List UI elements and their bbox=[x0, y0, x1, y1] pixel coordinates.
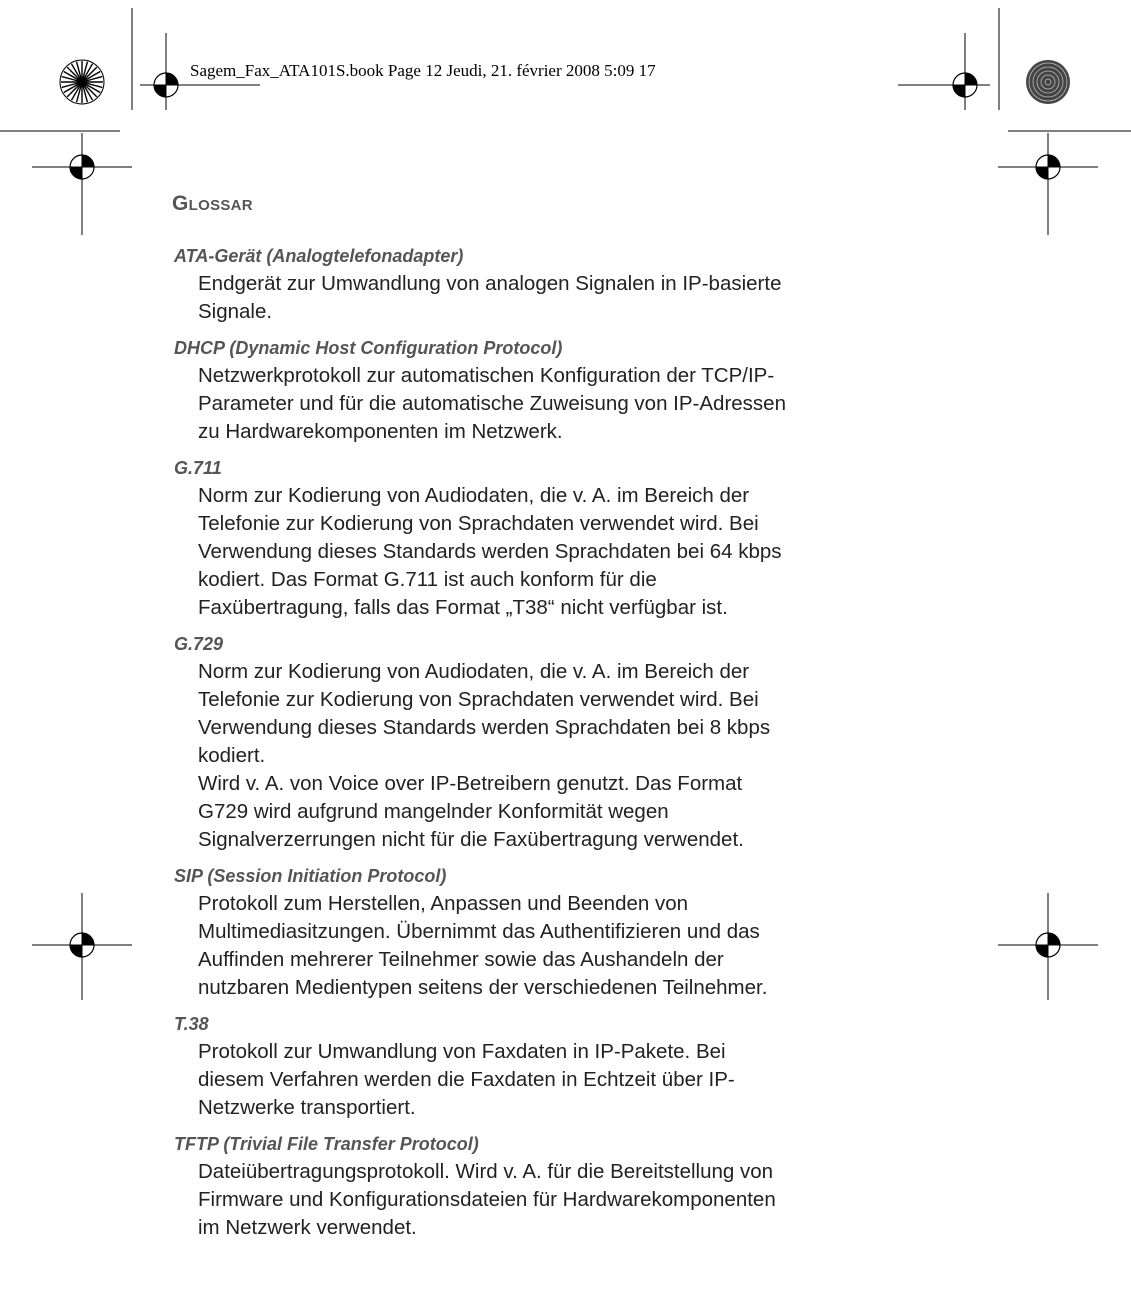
definition-line: kodiert. bbox=[198, 744, 266, 767]
definition-line: Verwendung dieses Standards werden Sprachdaten bei 64 kbps bbox=[198, 540, 782, 563]
definition-line: im Netzwerk verwendet. bbox=[198, 1216, 417, 1239]
definition-line: Verwendung dieses Standards werden Sprachdaten bei 8 kbps bbox=[198, 716, 771, 739]
definition-line: nutzbaren Medientypen seitens der verschiedenen Teilnehmer. bbox=[198, 976, 768, 999]
glossary-definition bbox=[198, 656, 954, 854]
definition-line: Multimediasitzungen. Übernimmt das Authentifizieren und das bbox=[198, 920, 760, 943]
glossary-term: SIP (Session Initiation Protocol) bbox=[174, 866, 447, 886]
glossary-list bbox=[174, 244, 954, 1252]
glossary-definition bbox=[198, 268, 954, 326]
definition-line: Dateiübertragungsprotokoll. Wird v. A. für die Bereitstellung von bbox=[198, 1160, 774, 1183]
registration-mark-upper-left bbox=[32, 133, 132, 235]
registration-mark-mid-right bbox=[998, 893, 1098, 1000]
definition-line: Endgerät zur Umwandlung von analogen Signalen in IP-basierte bbox=[198, 272, 782, 295]
glossary-definition bbox=[198, 888, 954, 1002]
definition-line: Protokoll zur Umwandlung von Faxdaten in IP-Pakete. Bei bbox=[198, 1040, 726, 1063]
definition-line: Auffinden mehrerer Teilnehmer sowie das Aushandeln der bbox=[198, 948, 724, 971]
definition-line: zu Hardwarekomponenten im Netzwerk. bbox=[198, 420, 563, 443]
definition-line: Faxübertragung, falls das Format „T38“ nicht verfügbar ist. bbox=[198, 596, 728, 619]
glossary-definition bbox=[198, 360, 954, 446]
glossary-definition bbox=[198, 1156, 954, 1242]
glossary-term: T.38 bbox=[174, 1014, 209, 1034]
definition-line: Telefonie zur Kodierung von Sprachdaten verwendet wird. Bei bbox=[198, 512, 759, 535]
starburst-mark-left bbox=[60, 60, 104, 104]
running-head: Sagem_Fax_ATA101S.book Page 12 Jeudi, 21. février 2008 5:09 17 bbox=[190, 61, 656, 80]
definition-line: Telefonie zur Kodierung von Sprachdaten verwendet wird. Bei bbox=[198, 688, 759, 711]
definition-line: Firmware und Konfigurationsdateien für Hardwarekomponenten bbox=[198, 1188, 776, 1211]
definition-line: G729 wird aufgrund mangelnder Konformität wegen bbox=[198, 800, 669, 823]
page-title: Glossar bbox=[172, 192, 253, 215]
definition-line: Wird v. A. von Voice over IP-Betreibern genutzt. Das Format bbox=[198, 772, 743, 795]
definition-line: Parameter und für die automatische Zuweisung von IP-Adressen bbox=[198, 392, 786, 415]
definition-line: Signale. bbox=[198, 300, 273, 323]
glossary-definition bbox=[198, 1036, 954, 1122]
glossary-term: G.729 bbox=[174, 634, 224, 654]
registration-mark-upper-right bbox=[998, 133, 1098, 235]
definition-line: Norm zur Kodierung von Audiodaten, die v. A. im Bereich der bbox=[198, 484, 750, 507]
definition-line: diesem Verfahren werden die Faxdaten in Echtzeit über IP- bbox=[198, 1068, 735, 1091]
glossary-term: DHCP (Dynamic Host Configuration Protocol) bbox=[174, 338, 563, 358]
definition-line: Netzwerkprotokoll zur automatischen Konfiguration der TCP/IP- bbox=[198, 364, 775, 387]
glossary-definition bbox=[198, 480, 954, 622]
registration-mark-mid-left bbox=[32, 893, 132, 1000]
concentric-mark-right bbox=[1026, 60, 1070, 104]
definition-line: Signalverzerrungen nicht für die Faxübertragung verwendet. bbox=[198, 828, 744, 851]
registration-mark-top-right bbox=[898, 33, 990, 110]
definition-line: kodiert. Das Format G.711 ist auch konform für die bbox=[198, 568, 657, 591]
glossary-term: TFTP (Trivial File Transfer Protocol) bbox=[174, 1134, 479, 1154]
definition-line: Norm zur Kodierung von Audiodaten, die v. A. im Bereich der bbox=[198, 660, 750, 683]
definition-line: Protokoll zum Herstellen, Anpassen und Beenden von bbox=[198, 892, 689, 915]
definition-line: Netzwerke transportiert. bbox=[198, 1096, 416, 1119]
glossary-term: ATA-Gerät (Analogtelefonadapter) bbox=[174, 246, 464, 266]
glossary-term: G.711 bbox=[174, 458, 222, 478]
